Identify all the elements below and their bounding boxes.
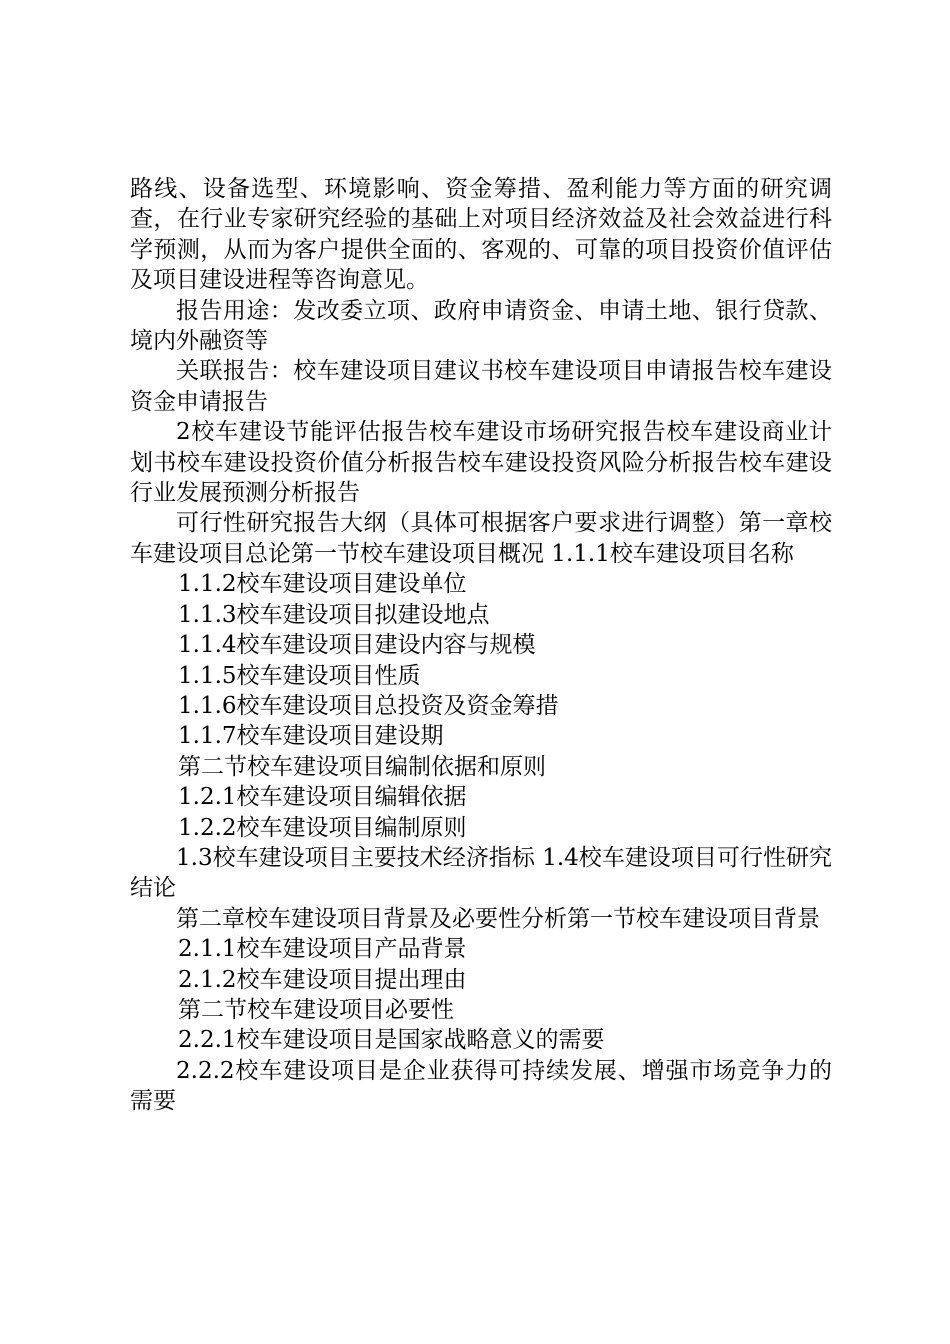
outline-item-1-1-7: 1.1.7校车建设项目建设期	[178, 723, 444, 750]
outline-item-1-1-4: 1.1.4校车建设项目建设内容与规模	[178, 632, 536, 659]
outline-item-2-1-1: 2.1.1校车建设项目产品背景	[178, 936, 467, 963]
outline-item-1-2-1: 1.2.1校车建设项目编辑依据	[178, 784, 467, 811]
outline-chapter-2: 第二章校车建设项目背景及必要性分析第一节校车建设项目背景	[176, 905, 820, 932]
outline-item-1-3-1-4: 1.3校车建设项目主要技术经济指标 1.4校车建设项目可行性研究结论	[130, 844, 832, 902]
document-page	[130, 174, 832, 1117]
outline-item-1-1-2: 1.1.2校车建设项目建设单位	[178, 571, 467, 598]
outline-item-2-1-2: 2.1.2校车建设项目提出理由	[178, 966, 467, 993]
outline-item-1-2-2: 1.2.2校车建设项目编制原则	[178, 814, 467, 841]
outline-item-2-2-2: 2.2.2校车建设项目是企业获得可持续发展、增强市场竞争力的需要	[130, 1057, 832, 1115]
paragraph-related-reports-continued: 2校车建设节能评估报告校车建设市场研究报告校车建设商业计划书校车建设投资价值分析报告校车建设投资风险分析报告校车建设行业发展预测分析报告	[130, 419, 832, 507]
outline-item-1-1-3: 1.1.3校车建设项目拟建设地点	[178, 601, 490, 628]
outline-item-2-2-1: 2.2.1校车建设项目是国家战略意义的需要	[178, 1027, 605, 1054]
paragraph-research-intro: 路线、设备选型、环境影响、资金筹措、盈利能力等方面的研究调查，在行业专家研究经验的基础上对项目经济效益及社会效益进行科学预测，从而为客户提供全面的、客观的、可靠的项目投资价值评估及项目建设进程等咨询意见。	[130, 176, 832, 294]
outline-item-1-1-6: 1.1.6校车建设项目总投资及资金筹措	[178, 692, 559, 719]
paragraph-related-reports: 关联报告：校车建设项目建议书校车建设项目申请报告校车建设资金申请报告	[130, 358, 832, 415]
outline-section-1-2: 第二节校车建设项目编制依据和原则	[178, 753, 546, 780]
paragraph-report-usage: 报告用途：发改委立项、政府申请资金、申请土地、银行贷款、境内外融资等	[130, 297, 832, 355]
paragraph-outline-intro: 可行性研究报告大纲（具体可根据客户要求进行调整）第一章校车建设项目总论第一节校车建设项目概况 1.1.1校车建设项目名称	[130, 510, 832, 567]
outline-item-1-1-5: 1.1.5校车建设项目性质	[178, 662, 421, 689]
outline-section-2-2: 第二节校车建设项目必要性	[178, 996, 454, 1023]
